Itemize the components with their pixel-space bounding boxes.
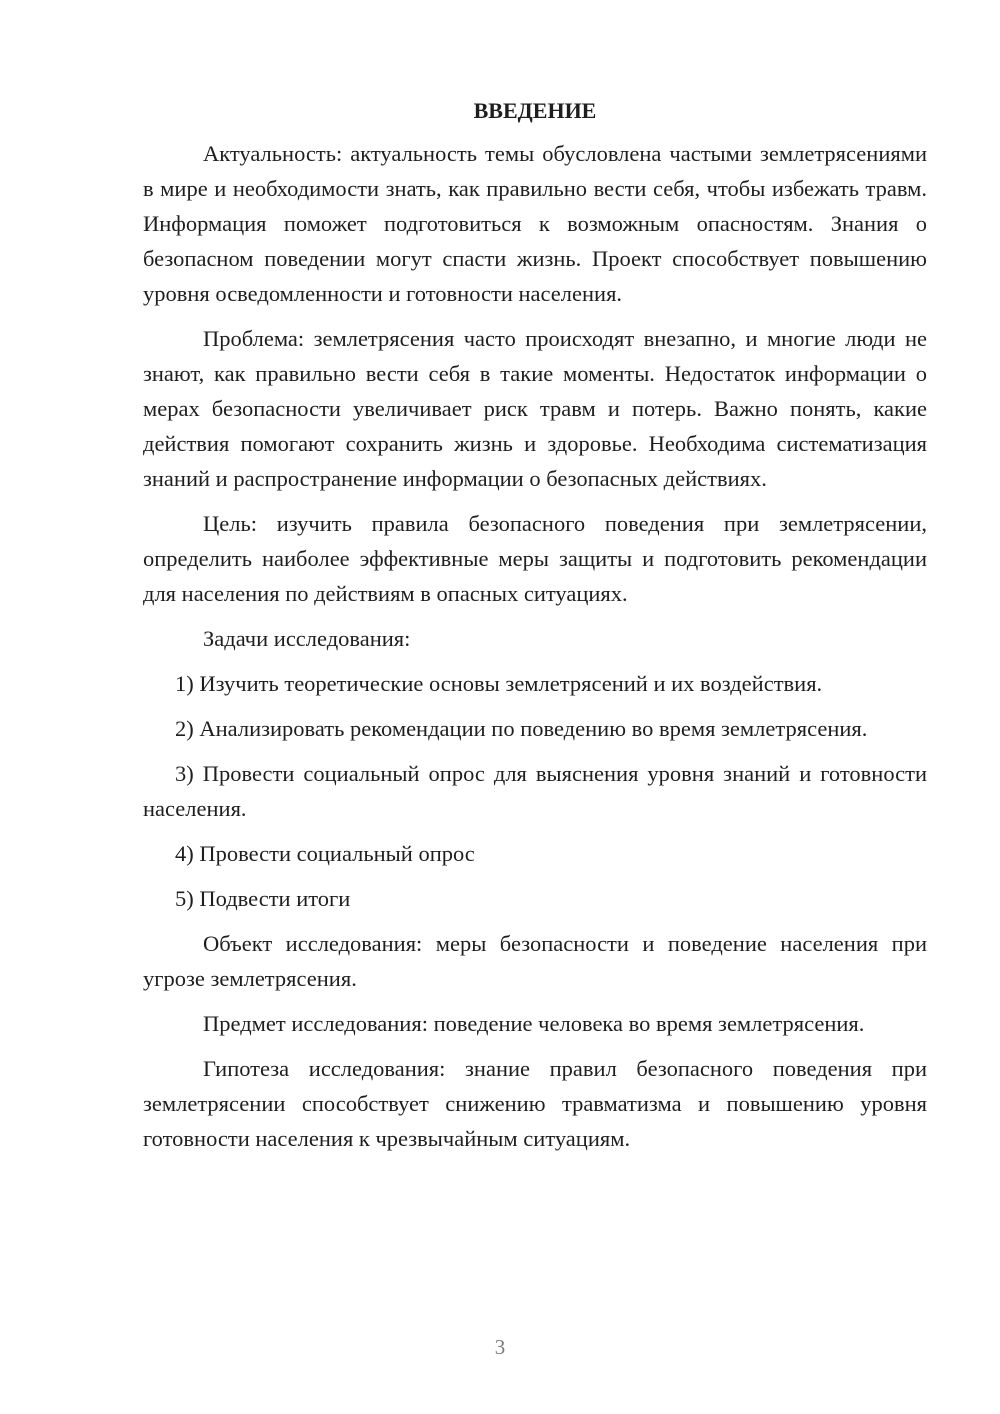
problem-paragraph: Проблема: землетрясения часто происходят внезапно, и многие люди не знают, как правильно вести себя в такие моменты. Недостаток информации о мерах безопасности увеличивает риск травм и потерь. Важно понять, какие действия помогают сохранить жизнь и здоровье. Необходима систематизация знаний и распространение информации о безопасных действиях. bbox=[143, 326, 927, 491]
goal-paragraph: Цель: изучить правила безопасного поведения при землетрясении, определить наиболее эффективные меры защиты и подготовить рекомендации для населения по действиям в опасных ситуациях. bbox=[143, 511, 927, 606]
relevance-paragraph: Актуальность: актуальность темы обусловлена частыми землетрясениями в мире и необходимости знать, как правильно вести себя, чтобы избежать травм. Информация поможет подготовиться к возможным опасностям. Знания о безопасном поведении могут спасти жизнь. Проект способствует повышению уровня осведомленности и готовности населения. bbox=[143, 141, 927, 306]
hypothesis-paragraph: Гипотеза исследования: знание правил безопасного поведения при землетрясении способствует снижению травматизма и повышению уровня готовности населения к чрезвычайным ситуациям. bbox=[143, 1056, 927, 1151]
page-number: 3 bbox=[494, 1335, 506, 1359]
task-item: 1) Изучить теоретические основы землетрясений и их воздействия. bbox=[175, 671, 823, 696]
subject-paragraph: Предмет исследования: поведение человека во время землетрясения. bbox=[203, 1011, 865, 1036]
page-content bbox=[143, 96, 927, 1156]
task-item: 4) Провести социальный опрос bbox=[175, 841, 475, 866]
task-item: 2) Анализировать рекомендации по поведению во время землетрясения. bbox=[175, 716, 868, 741]
tasks-heading: Задачи исследования: bbox=[203, 626, 411, 651]
task-item: 5) Подвести итоги bbox=[175, 886, 351, 911]
page-title: ВВЕДЕНИЕ bbox=[473, 98, 597, 123]
task-item: 3) Провести социальный опрос для выяснения уровня знаний и готовности населения. bbox=[143, 761, 927, 821]
object-paragraph: Объект исследования: меры безопасности и поведение населения при угрозе землетрясения. bbox=[143, 931, 927, 991]
